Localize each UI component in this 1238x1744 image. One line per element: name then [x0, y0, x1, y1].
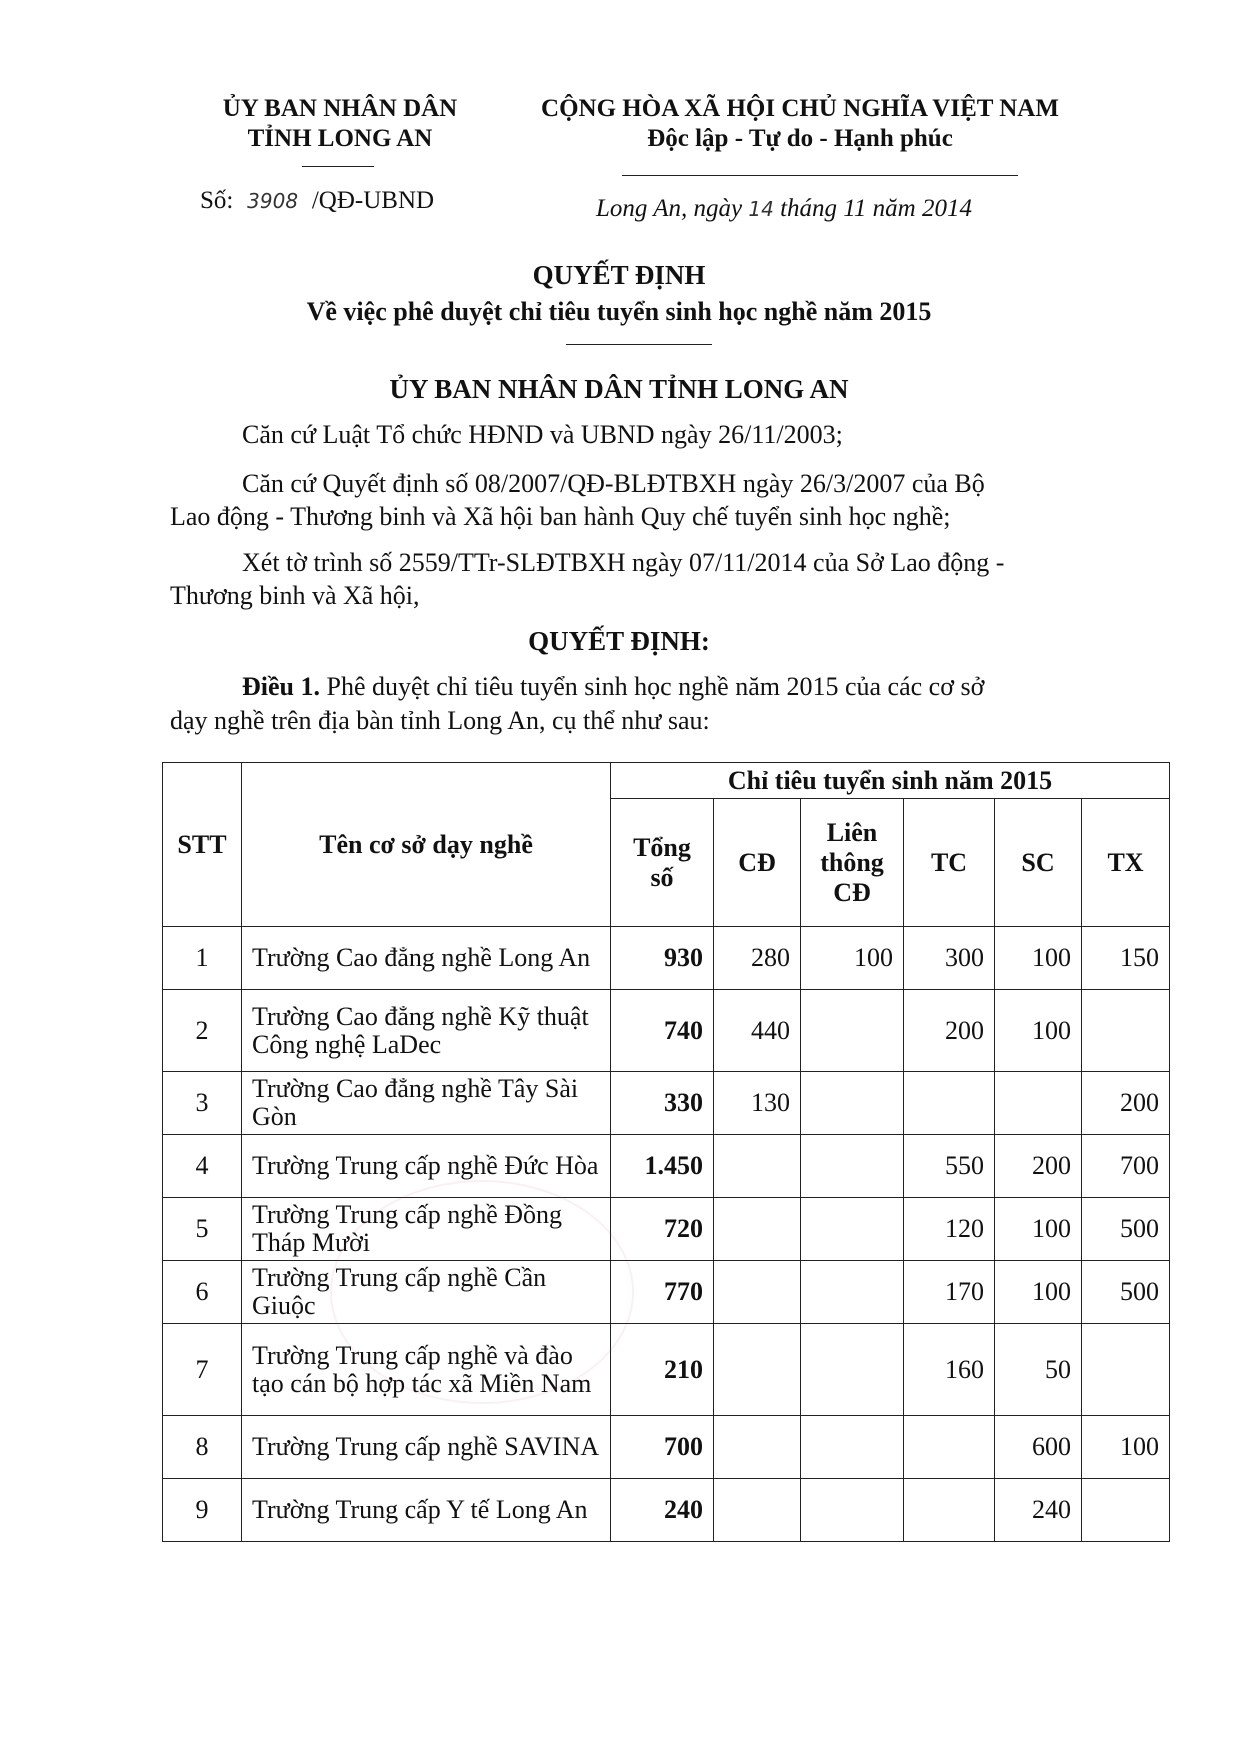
cell-tc: 550	[904, 1135, 995, 1198]
cell-total: 210	[611, 1324, 714, 1416]
cell-total: 770	[611, 1261, 714, 1324]
cell-sc	[995, 1072, 1082, 1135]
org-line1: ỦY BAN NHÂN DÂN	[222, 95, 458, 122]
cell-tx: 150	[1082, 927, 1170, 990]
cell-tx: 700	[1082, 1135, 1170, 1198]
date-suffix: tháng 11 năm 2014	[780, 195, 972, 222]
cell-sc: 240	[995, 1479, 1082, 1542]
preamble-decision-line2: Lao động - Thương binh và Xã hội ban hành Quy chế tuyển sinh học nghề;	[170, 502, 951, 531]
cell-sc: 100	[995, 1261, 1082, 1324]
table-row	[163, 1479, 1170, 1542]
cell-lt	[801, 990, 904, 1072]
cell-tc: 120	[904, 1198, 995, 1261]
header-institution-name: Tên cơ sở dạy nghề	[242, 763, 611, 927]
header-cd: CĐ	[714, 799, 801, 927]
document-title: QUYẾT ĐỊNH	[532, 260, 706, 290]
cell-sc: 100	[995, 927, 1082, 990]
header-tc: TC	[904, 799, 995, 927]
document-subtitle: Về việc phê duyệt chỉ tiêu tuyển sinh học nghề năm 2015	[306, 297, 932, 326]
document-date	[596, 192, 1076, 226]
nation-line1: CỘNG HÒA XÃ HỘI CHỦ NGHĨA VIỆT NAM	[541, 95, 1059, 122]
cell-tc: 160	[904, 1324, 995, 1416]
enrollment-quota-table	[162, 762, 1170, 1542]
table-row	[163, 1135, 1170, 1198]
cell-lt	[801, 1072, 904, 1135]
cell-tx: 100	[1082, 1416, 1170, 1479]
cell-cd	[714, 1479, 801, 1542]
number-handwritten: 3908	[247, 189, 299, 213]
national-motto	[510, 94, 1090, 154]
header-tx: TX	[1082, 799, 1170, 927]
cell-tc	[904, 1479, 995, 1542]
cell-total: 740	[611, 990, 714, 1072]
cell-stt: 1	[163, 927, 242, 990]
header-lt-l2: thông	[820, 847, 884, 877]
cell-lt	[801, 1479, 904, 1542]
article1-line2: dạy nghề trên địa bàn tỉnh Long An, cụ thể như sau:	[170, 706, 710, 735]
header-lien-thong	[801, 799, 904, 927]
cell-stt: 3	[163, 1072, 242, 1135]
article1-line1	[242, 670, 1142, 704]
preamble-report-line2: Thương binh và Xã hội,	[170, 581, 420, 610]
cell-lt	[801, 1135, 904, 1198]
article1-text1: Phê duyệt chỉ tiêu tuyển sinh học nghề năm 2015 của các cơ sở	[326, 672, 985, 701]
article1-label: Điều 1.	[242, 672, 320, 701]
motto-underline	[622, 175, 1018, 176]
nation-line2: Độc lập - Tự do - Hạnh phúc	[647, 125, 953, 152]
table-row	[163, 1324, 1170, 1416]
header-total-l1: Tổng	[633, 832, 691, 862]
cell-lt	[801, 1198, 904, 1261]
cell-tx: 500	[1082, 1198, 1170, 1261]
cell-tc: 200	[904, 990, 995, 1072]
cell-cd	[714, 1135, 801, 1198]
cell-cd	[714, 1324, 801, 1416]
issuing-authority: ỦY BAN NHÂN DÂN TỈNH LONG AN	[389, 374, 849, 404]
cell-stt: 8	[163, 1416, 242, 1479]
cell-cd	[714, 1261, 801, 1324]
cell-stt: 9	[163, 1479, 242, 1542]
cell-total: 330	[611, 1072, 714, 1135]
preamble-decision-line1: Căn cứ Quyết định số 08/2007/QĐ-BLĐTBXH ngày 26/3/2007 của Bộ	[242, 469, 985, 498]
header-total	[611, 799, 714, 927]
cell-name: Trường Trung cấp nghề và đào tạo cán bộ hợp tác xã Miền Nam	[242, 1324, 611, 1416]
table-row	[163, 990, 1170, 1072]
table-row	[163, 927, 1170, 990]
table-row	[163, 1261, 1170, 1324]
header-quota-group: Chỉ tiêu tuyển sinh năm 2015	[611, 763, 1170, 799]
cell-cd: 440	[714, 990, 801, 1072]
cell-stt: 7	[163, 1324, 242, 1416]
cell-lt	[801, 1324, 904, 1416]
cell-stt: 4	[163, 1135, 242, 1198]
cell-cd: 280	[714, 927, 801, 990]
date-prefix: Long An, ngày	[596, 195, 743, 222]
cell-name: Trường Trung cấp Y tế Long An	[242, 1479, 611, 1542]
header-total-l2: số	[650, 862, 674, 892]
cell-lt: 100	[801, 927, 904, 990]
number-prefix: Số:	[200, 187, 234, 214]
cell-sc: 50	[995, 1324, 1082, 1416]
header-stt: STT	[163, 763, 242, 927]
cell-name: Trường Trung cấp nghề Đồng Tháp Mười	[242, 1198, 611, 1261]
cell-lt	[801, 1261, 904, 1324]
cell-tc	[904, 1072, 995, 1135]
cell-cd	[714, 1198, 801, 1261]
cell-stt: 5	[163, 1198, 242, 1261]
cell-total: 240	[611, 1479, 714, 1542]
header-sc: SC	[995, 799, 1082, 927]
cell-total: 930	[611, 927, 714, 990]
cell-tx	[1082, 1479, 1170, 1542]
cell-stt: 6	[163, 1261, 242, 1324]
cell-sc: 600	[995, 1416, 1082, 1479]
cell-stt: 2	[163, 990, 242, 1072]
table-row	[163, 1072, 1170, 1135]
cell-name: Trường Cao đẳng nghề Long An	[242, 927, 611, 990]
cell-cd: 130	[714, 1072, 801, 1135]
cell-tx: 200	[1082, 1072, 1170, 1135]
decision-heading: QUYẾT ĐỊNH:	[528, 626, 710, 656]
cell-sc: 200	[995, 1135, 1082, 1198]
number-suffix: /QĐ-UBND	[311, 187, 435, 214]
title-underline	[566, 344, 712, 345]
date-day-handwritten: 14	[748, 197, 774, 221]
org-name	[190, 94, 490, 154]
cell-tc: 300	[904, 927, 995, 990]
cell-name: Trường Cao đẳng nghề Kỹ thuật Công nghệ LaDec	[242, 990, 611, 1072]
document-number	[200, 184, 520, 218]
cell-cd	[714, 1416, 801, 1479]
cell-tx	[1082, 990, 1170, 1072]
cell-sc: 100	[995, 1198, 1082, 1261]
cell-name: Trường Trung cấp nghề Cần Giuộc	[242, 1261, 611, 1324]
cell-total: 1.450	[611, 1135, 714, 1198]
cell-total: 700	[611, 1416, 714, 1479]
table-row	[163, 1416, 1170, 1479]
table-row	[163, 1198, 1170, 1261]
org-underline	[302, 166, 374, 167]
cell-sc: 100	[995, 990, 1082, 1072]
cell-total: 720	[611, 1198, 714, 1261]
preamble-report-line1: Xét tờ trình số 2559/TTr-SLĐTBXH ngày 07/11/2014 của Sở Lao động -	[242, 548, 1005, 577]
org-line2: TỈNH LONG AN	[247, 125, 433, 152]
cell-tc: 170	[904, 1261, 995, 1324]
header-lt-l1: Liên	[826, 817, 878, 847]
preamble-law: Căn cứ Luật Tổ chức HĐND và UBND ngày 26/11/2003;	[242, 420, 843, 449]
cell-lt	[801, 1416, 904, 1479]
cell-name: Trường Cao đẳng nghề Tây Sài Gòn	[242, 1072, 611, 1135]
cell-name: Trường Trung cấp nghề SAVINA	[242, 1416, 611, 1479]
cell-tx	[1082, 1324, 1170, 1416]
cell-tx: 500	[1082, 1261, 1170, 1324]
cell-name: Trường Trung cấp nghề Đức Hòa	[242, 1135, 611, 1198]
header-lt-l3: CĐ	[833, 877, 871, 907]
cell-tc	[904, 1416, 995, 1479]
